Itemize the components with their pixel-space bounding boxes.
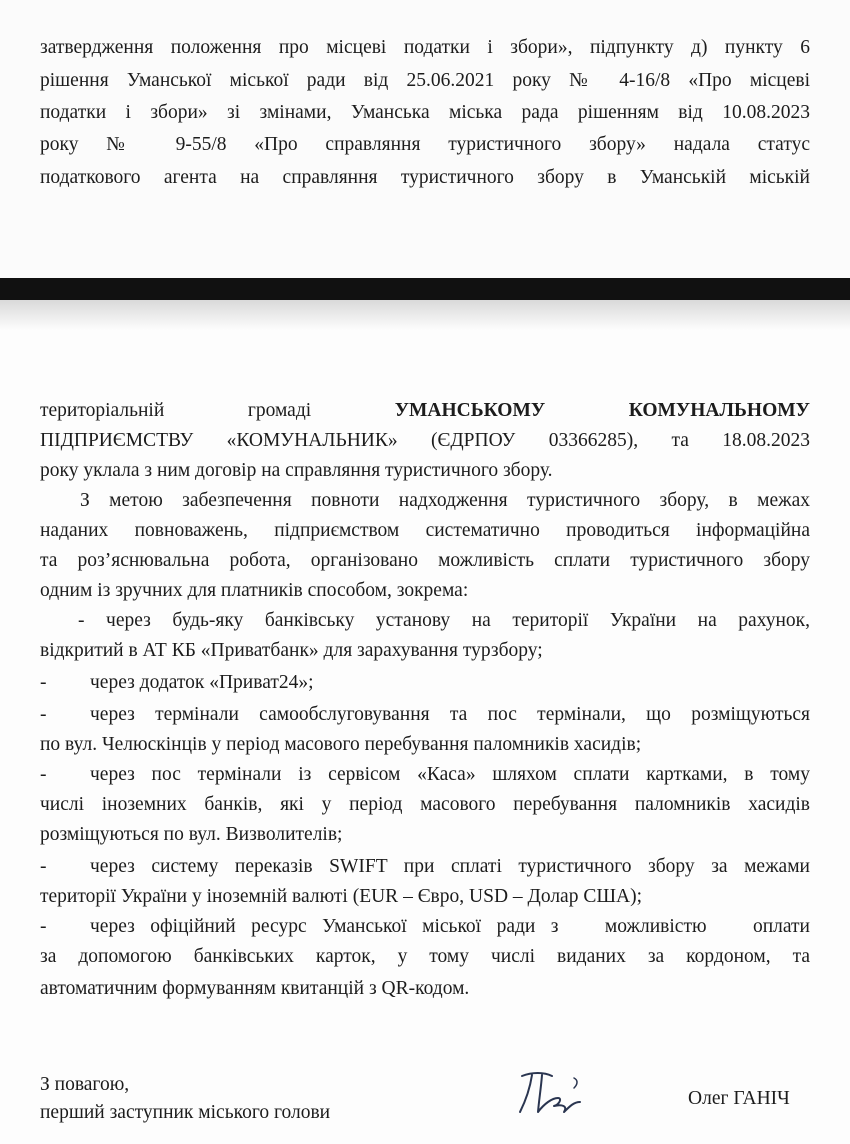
signatory-position: перший заступник міського голови (40, 1102, 331, 1123)
page-separator-band (0, 278, 850, 300)
dash: - (40, 764, 47, 785)
top-line-4: року № 9-55/8 «Про справляння туристичного збору» надала статус (40, 134, 810, 155)
para1-line-2: ПІДПРИЄМСТВУ «КОМУНАЛЬНИК» (ЄДРПОУ 03366285), та 18.08.2023 (40, 430, 810, 451)
para2-line-1: З метою забезпечення повноти надходження туристичного збору, в межах (80, 490, 810, 511)
scan-shadow (0, 300, 850, 330)
list-item-4-line-3: розміщуються по вул. Визволителів; (40, 824, 343, 845)
top-line-1: затвердження положення про місцеві податки і збори», підпункту д) пункту 6 (40, 37, 810, 58)
word: територіальній (40, 400, 165, 421)
top-line-2: рішення Уманської міської ради від 25.06.2021 року № 4-16/8 «Про місцеві (40, 70, 810, 91)
word: УМАНСЬКОМУ (394, 400, 546, 421)
list-item-3-text: через термінали самообслуговування та пос термінали, що розміщуються (90, 704, 810, 725)
list-item-5-text: через систему переказів SWIFT при сплаті туристичного збору за межами (90, 856, 810, 877)
bottom-page-fragment (0, 300, 850, 1144)
list-item-2-text: через додаток «Приват24»; (90, 672, 314, 693)
list-item-3-line-2: по вул. Челюскінців у період масового перебування паломників хасидів; (40, 734, 642, 755)
para2-line-2: наданих повноважень, підприємством систематично проводиться інформаційна (40, 520, 810, 541)
list-item-6-text: через офіційний ресурс Уманської міської ради з можливістю оплати (90, 916, 810, 937)
handwritten-signature (508, 1068, 588, 1118)
dash: - (40, 856, 47, 877)
dash: - (40, 672, 47, 693)
para1-line-3: року уклала з ним договір на справляння туристичного збору. (40, 460, 553, 481)
closing-regards: З повагою, (40, 1074, 130, 1095)
list-item-6-line-3: автоматичним формуванням квитанцій з QR-кодом. (40, 978, 470, 999)
word: КОМУНАЛЬНОМУ (628, 400, 810, 421)
dash: - (40, 704, 47, 725)
dash: - (40, 916, 47, 937)
top-line-5: податкового агента на справляння туристичного збору в Уманській міській (40, 167, 810, 188)
word: громаді (247, 400, 312, 421)
para2-line-4: одним із зручних для платників способом, зокрема: (40, 580, 469, 601)
para1-line-1 (40, 398, 810, 424)
list-item-1-line-1: - через будь-яку банківську установу на території України на рахунок, (78, 610, 810, 631)
list-item-4-line-2: числі іноземних банків, які у період масового перебування паломників хасидів (40, 794, 810, 815)
top-line-3: податки і збори» зі змінами, Уманська міська рада рішенням від 10.08.2023 (40, 102, 810, 123)
list-item-1-line-2: відкритий в АТ КБ «Приватбанк» для зарахування турзбору; (40, 640, 543, 661)
para2-line-3: та роз’яснювальна робота, організовано можливість сплати туристичного збору (40, 550, 810, 571)
list-item-4-text: через пос термінали із сервісом «Каса» шляхом сплати картками, в тому (90, 764, 810, 785)
list-item-6-line-2: за допомогою банківських карток, у тому числі виданих за кордоном, та (40, 946, 810, 967)
list-item-5-line-2: території України у іноземній валюті (EUR – Євро, USD – Долар США); (40, 886, 643, 907)
top-page-fragment (0, 0, 850, 278)
signatory-name: Олег ГАНІЧ (688, 1088, 790, 1109)
